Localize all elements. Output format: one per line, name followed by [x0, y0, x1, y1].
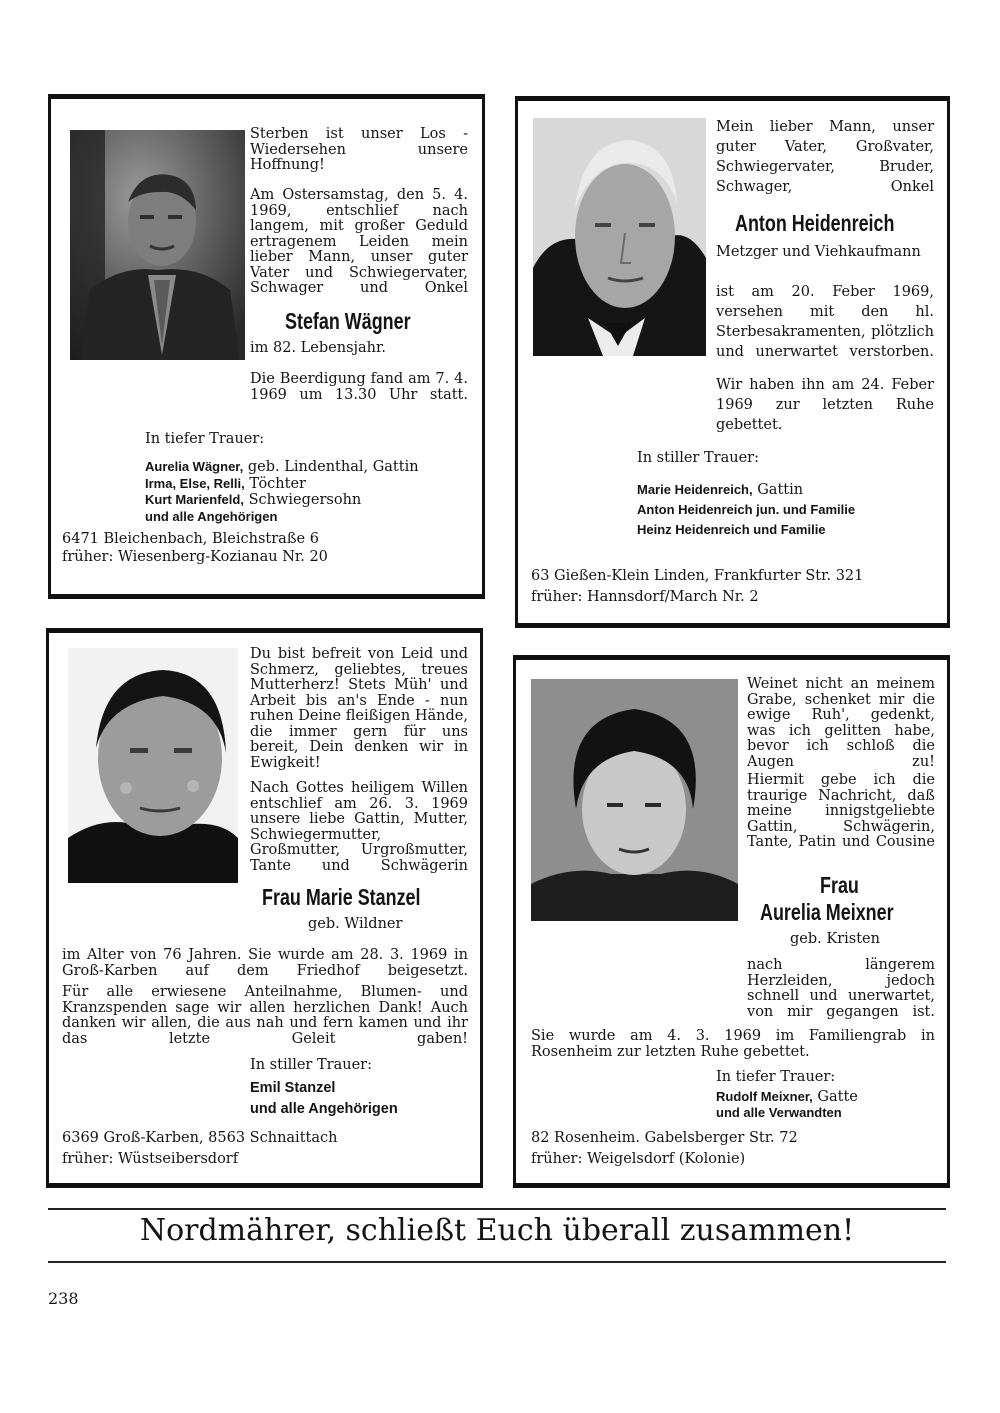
announcement-text: Am Ostersamstag, den 5. 4. 1969, entschlief nach langem, mit großer Geduld ertragenem Leiden mein lieber Mann, unser guter Vater und Schwiegervater, Schwager und Onkel	[250, 187, 468, 296]
verse-text: Du bist befreit von Leid und Schmerz, geliebtes, treues Mutterherz! Stets Müh' und Arbeit bis an's Ende - nun ruhen Deine fleißigen Hände, die immer gern für uns bereit, Dein denken wir in Ewigkeit!	[250, 646, 468, 771]
birthname-text: geb. Wildner	[308, 916, 403, 932]
portrait-photo-stefan-waegner	[70, 130, 245, 360]
address-current: 63 Gießen-Klein Linden, Frankfurter Str. 321	[531, 568, 864, 584]
death-text: nach längerem Herzleiden, jedoch schnell und unerwartet, von mir gegangen ist.	[747, 957, 935, 1020]
slogan-rule-top	[48, 1208, 946, 1210]
portrait-photo-anton-heidenreich	[533, 118, 706, 356]
portrait-photo-marie-stanzel	[68, 648, 238, 883]
address-current: 82 Rosenheim. Gabelsberger Str. 72	[531, 1130, 798, 1146]
deceased-name: Aurelia Meixner	[760, 899, 894, 925]
verse-text: Weinet nicht an meinem Grabe, schenket mir die ewige Ruh', gedenkt, was ich gelitten habe, bevor ich schloß die Augen zu!	[747, 676, 935, 770]
deceased-name: Frau Marie Stanzel	[262, 884, 421, 910]
mourner-family: und alle Angehörigen	[250, 1101, 398, 1117]
address-current: 6471 Bleichenbach, Bleichstraße 6	[62, 531, 319, 547]
announcement-text: Mein lieber Mann, unser guter Vater, Großvater, Schwiegervater, Bruder, Schwager, Onkel	[716, 119, 934, 195]
address-former: früher: Weigelsdorf (Kolonie)	[531, 1151, 746, 1167]
mourning-heading: In stiller Trauer:	[250, 1057, 372, 1073]
funeral-text: Die Beerdigung fand am 7. 4. 1969 um 13.30 Uhr statt.	[250, 371, 468, 403]
address-current: 6369 Groß-Karben, 8563 Schnaittach	[62, 1130, 338, 1146]
motto-text: Sterben ist unser Los - Wiedersehen unsere Hoffnung!	[250, 126, 468, 173]
thanks-text: Für alle erwiesene Anteilnahme, Blumen- und Kranzspenden sage wir allen herzlichen Dank! Auch danken wir allen, die aus nah und fern kamen und ihr das letzte Geleit gaben!	[62, 984, 468, 1047]
burial-text: Sie wurde am 4. 3. 1969 im Familiengrab in Rosenheim zur letzten Ruhe gebettet.	[531, 1028, 935, 1060]
address-former: früher: Hannsdorf/March Nr. 2	[531, 589, 759, 605]
profession-text: Metzger und Viehkaufmann	[716, 244, 921, 260]
portrait-photo-aurelia-meixner	[531, 679, 738, 921]
mourning-heading: In stiller Trauer:	[637, 450, 759, 466]
mourner-name: Emil Stanzel	[250, 1080, 336, 1096]
mourners-list: Rudolf Meixner, Gatte und alle Verwandten	[716, 1089, 858, 1120]
announcement-text: Nach Gottes heiligem Willen entschlief am 26. 3. 1969 unsere liebe Gattin, Mutter, Schwiegermutter, Großmutter, Urgroßmutter, Tante und Schwägerin	[250, 780, 468, 874]
birthname-text: geb. Kristen	[790, 931, 880, 947]
mourners-list: Aurelia Wägner, geb. Lindenthal, Gattin Irma, Else, Relli, Töchter Kurt Marienfeld, Schwiegersohn und alle Angehörigen	[145, 459, 419, 524]
death-text: ist am 20. Feber 1969, versehen mit den hl. Sterbesakramenten, plötzlich und unerwartet verstorben.	[716, 284, 934, 360]
address-former: früher: Wüstseibersdorf	[62, 1151, 239, 1167]
slogan-rule-bottom	[48, 1261, 946, 1263]
mourning-heading: In tiefer Trauer:	[145, 431, 265, 447]
age-text: im 82. Lebensjahr.	[250, 340, 386, 356]
mourning-heading: In tiefer Trauer:	[716, 1069, 836, 1085]
mourners-list: Marie Heidenreich, Gattin Anton Heidenreich jun. und Familie Heinz Heidenreich und Familie	[637, 482, 856, 537]
address-former: früher: Wiesenberg-Kozianau Nr. 20	[62, 549, 328, 565]
slogan-banner: Nordmährer, schließt Euch überall zusammen!	[139, 1213, 855, 1248]
burial-text: Wir haben ihn am 24. Feber 1969 zur letzten Ruhe gebettet.	[716, 377, 934, 433]
deceased-title: Frau	[820, 872, 859, 898]
page-number: 238	[48, 1289, 79, 1308]
announcement-text: Hiermit gebe ich die traurige Nachricht, daß meine innigstgeliebte Gattin, Schwägerin, Tante, Patin und Cousine	[747, 772, 935, 850]
age-text: im Alter von 76 Jahren. Sie wurde am 28. 3. 1969 in Groß-Karben auf dem Friedhof beigesetzt.	[62, 947, 468, 979]
deceased-name: Anton Heidenreich	[735, 210, 895, 236]
deceased-name: Stefan Wägner	[285, 308, 411, 334]
